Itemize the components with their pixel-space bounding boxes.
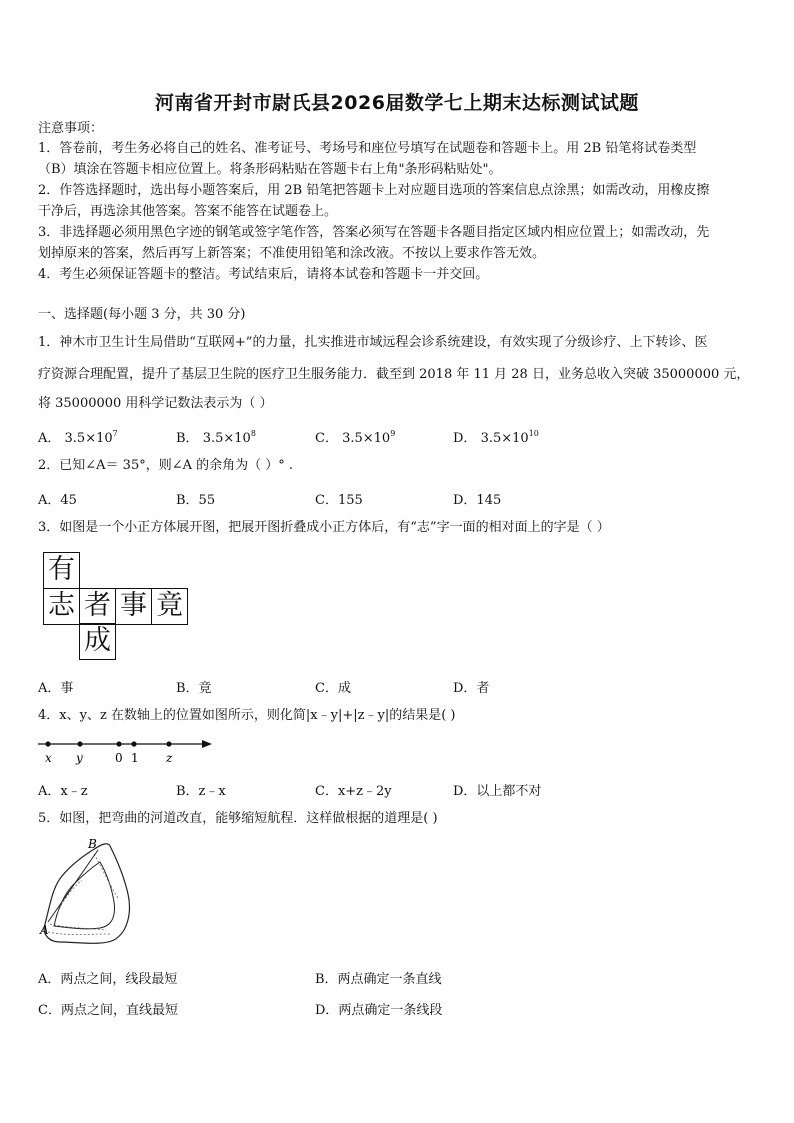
- q5-stem: 5．如图，把弯曲的河道改直，能够缩短航程．这样做根据的道理是( ): [38, 811, 438, 826]
- notice-line: 1．答卷前，考生务必将自己的姓名、准考证号、考场号和座位号填写在试题卷和答题卡上。用 2B 铅笔将试卷类型: [38, 141, 697, 156]
- label-one: 1: [131, 751, 139, 765]
- q4-option-c: C．x+z﹣2y: [315, 784, 392, 799]
- notice-line: 划掉原来的答案，然后再写上新答案；不准使用铅笔和涂改液。不按以上要求作答无效。: [38, 246, 546, 261]
- q3-option-b: B．竟: [176, 681, 212, 696]
- q2-option-d: D．145: [453, 493, 502, 508]
- q1-stem-line: 疗资源合理配置，提升了基层卫生院的医疗卫生服务能力．截至到 2018 年 11 月 28 日，业务总收入突破 35000000 元，: [38, 367, 750, 382]
- notice-line: 4．考生必须保证答题卡的整洁。考试结束后，请将本试卷和答题卡一并交回。: [38, 267, 489, 282]
- q1-option-b: B． $3.5\times 10^8$: [176, 429, 256, 446]
- q5-option-a: A．两点之间，线段最短: [38, 972, 178, 987]
- q2-stem: 2．已知∠A＝ 35°，则∠A 的余角为（ ）° .: [38, 458, 294, 473]
- q2-option-b: B．55: [176, 493, 216, 508]
- cube-face: 者: [79, 588, 116, 625]
- point-z: [166, 741, 171, 746]
- q1-option-d: D． $3.5\times 10^{10}$: [453, 429, 539, 446]
- notice-line: 2．作答选择题时，选出每小题答案后，用 2B 铅笔把答题卡上对应题目选项的答案信息点涂黑；如需改动，用橡皮擦: [38, 183, 710, 198]
- label-zero: 0: [115, 751, 123, 765]
- q3-stem: 3．如图是一个小正方体展开图，把展开图折叠成小正方体后，有“志”字一面的相对面上的字是（ ）: [38, 520, 610, 535]
- q1-option-a: A． $3.5\times 10^7$: [38, 429, 118, 446]
- q5-option-c: C．两点之间，直线最短: [38, 1003, 178, 1018]
- notice-line: 3．非选择题必须用黑色字迹的钢笔或签字笔作答，答案必须写在答题卡各题目指定区域内相应位置上；如需改动，先: [38, 225, 710, 240]
- q3-option-a: A．事: [38, 681, 74, 696]
- q2-option-c: C．155: [315, 493, 363, 508]
- cube-face: 事: [115, 588, 152, 625]
- cube-face: 有: [43, 552, 80, 589]
- point-y: [77, 741, 82, 746]
- notice-heading: 注意事项：: [38, 121, 104, 136]
- number-line-figure: [36, 734, 216, 768]
- river-texture: [48, 854, 118, 935]
- cube-face: 成: [79, 623, 116, 660]
- cube-face: 志: [43, 588, 80, 625]
- q2-option-a: A．45: [38, 493, 77, 508]
- point-x: [45, 741, 50, 746]
- point-one: [131, 741, 136, 746]
- q4-option-b: B．z﹣x: [176, 784, 226, 799]
- label-a: A: [40, 923, 49, 937]
- label-x: x: [45, 751, 52, 765]
- q5-option-d: D．两点确定一条线段: [315, 1003, 443, 1018]
- q4-stem: 4．x、y、z 在数轴上的位置如图所示，则化简|x﹣y|+|z﹣y|的结果是( ): [38, 708, 456, 723]
- q4-option-d: D．以上都不对: [453, 784, 542, 799]
- label-y: y: [76, 751, 83, 765]
- river-inner-bank: [54, 862, 114, 929]
- q1-stem-line: 1．神木市卫生计生局借助“互联网+”的力量，扎实推进市域远程会诊系统建设，有效实现了分级诊疗、上下转诊、医: [38, 335, 708, 350]
- q3-option-c: C．成: [315, 681, 351, 696]
- q3-option-d: D．者: [453, 681, 490, 696]
- q4-option-a: A．x﹣z: [38, 784, 88, 799]
- page-title: 河南省开封市尉氏县2026届数学七上期末达标测试试题: [155, 92, 639, 114]
- notice-line: （B）填涂在答题卡相应位置上。将条形码粘贴在答题卡右上角"条形码粘贴处"。: [38, 162, 502, 177]
- point-zero: [116, 741, 121, 746]
- q5-option-b: B．两点确定一条直线: [315, 972, 442, 987]
- notice-line: 干净后，再选涂其他答案。答案不能答在试题卷上。: [38, 204, 338, 219]
- number-line-arrow: [202, 740, 212, 748]
- cube-face: 竟: [151, 588, 188, 625]
- q1-stem-line: 将 35000000 用科学记数法表示为（ ）: [38, 396, 273, 411]
- q1-option-c: C． $3.5\times 10^9$: [315, 429, 396, 446]
- label-z: z: [166, 751, 173, 765]
- river-figure: [36, 836, 136, 956]
- section-heading: 一、选择题(每小题 3 分，共 30 分): [38, 307, 246, 322]
- label-b: B: [88, 837, 97, 851]
